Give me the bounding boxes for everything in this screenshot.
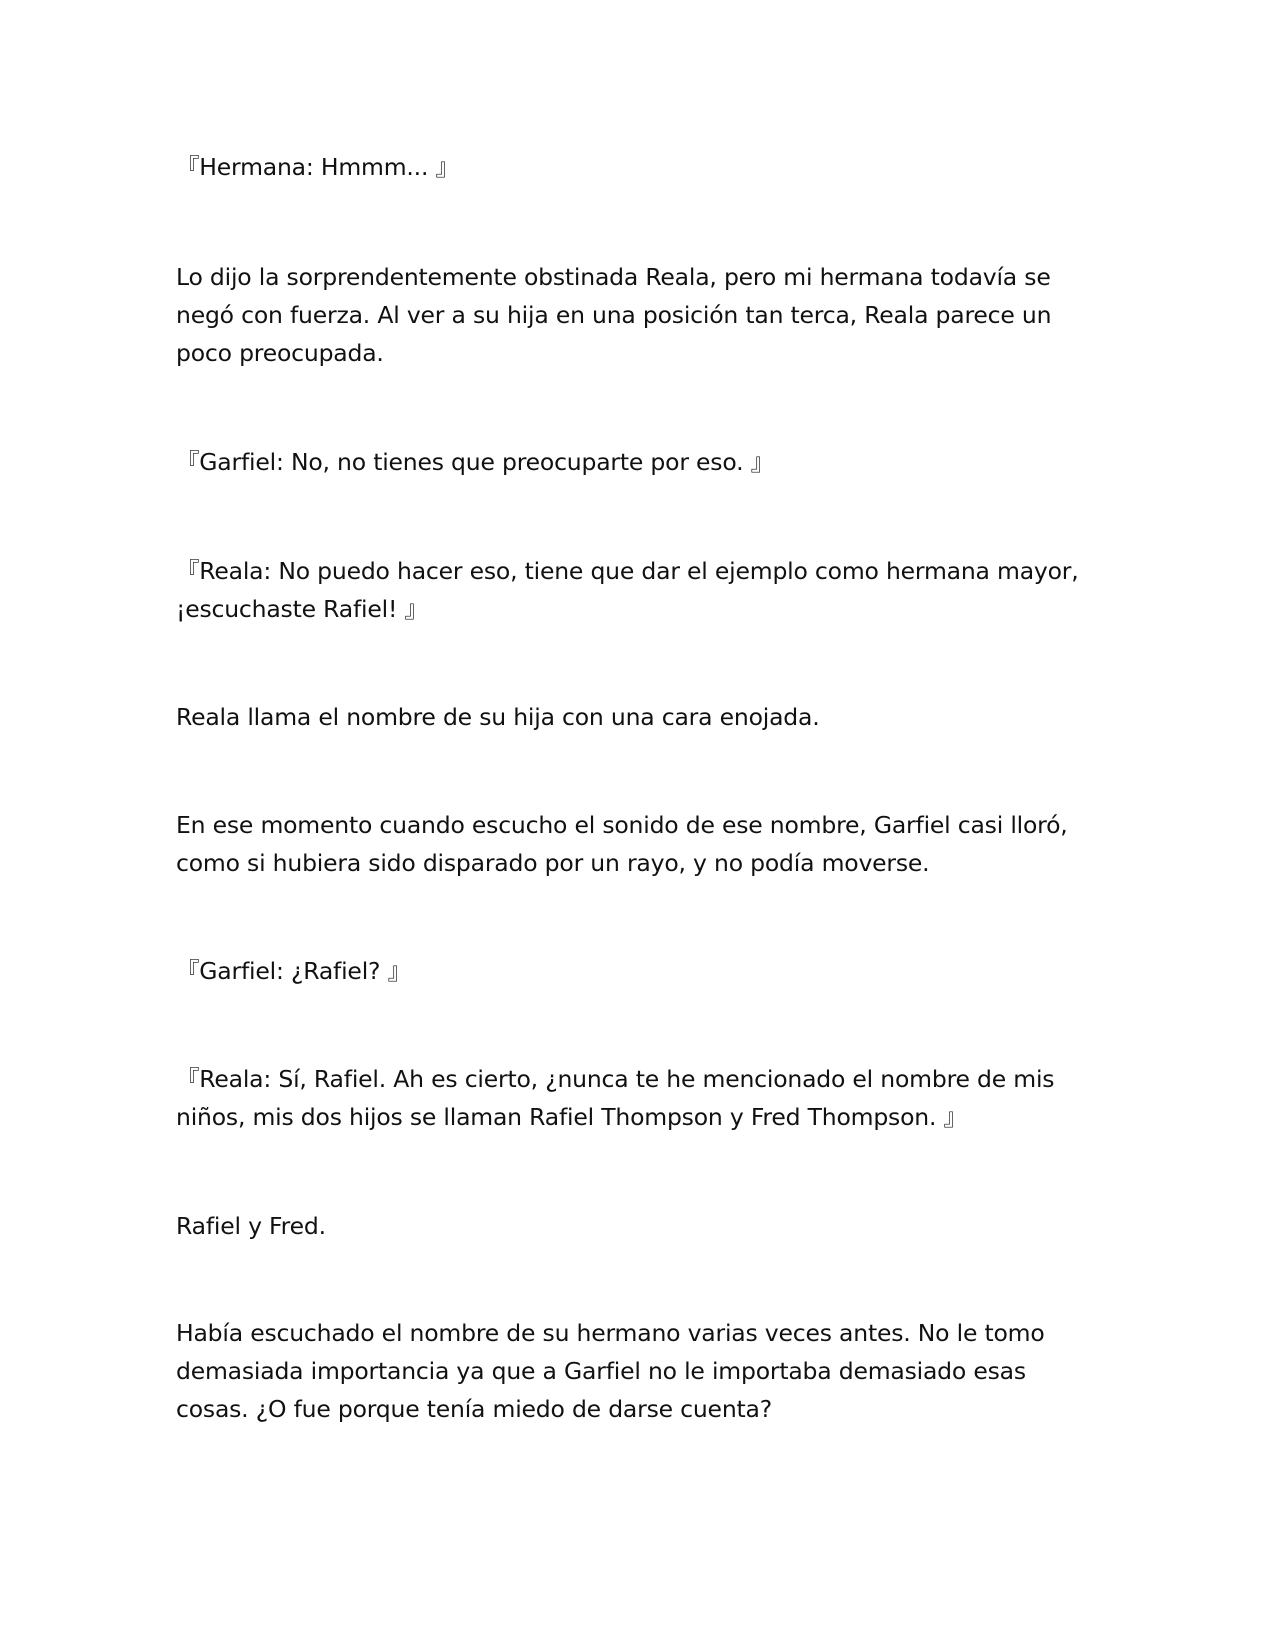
narration-paragraph-4: Rafiel y Fred. [176, 1212, 326, 1240]
dialogue-hermana: 『Hermana: Hmmm... 』 [176, 153, 459, 181]
narration-paragraph-3: En ese momento cuando escucho el sonido de ese nombre, Garfiel casi lloró, como si hubiera sido disparado por un rayo, y no podía moverse. [176, 811, 1075, 877]
dialogue-reala-1: 『Reala: No puedo hacer eso, tiene que dar el ejemplo como hermana mayor, ¡escuchaste Rafiel! 』 [176, 557, 1086, 623]
dialogue-garfiel-1: 『Garfiel: No, no tienes que preocuparte por eso. 』 [176, 448, 774, 476]
narration-paragraph-5: Había escuchado el nombre de su hermano varias veces antes. No le tomo demasiada importancia ya que a Garfiel no le importaba demasiado esas cosas. ¿O fue porque tenía miedo de darse cuenta? [176, 1319, 1052, 1423]
narration-paragraph-2: Reala llama el nombre de su hija con una cara enojada. [176, 703, 820, 731]
dialogue-reala-2: 『Reala: Sí, Rafiel. Ah es cierto, ¿nunca te he mencionado el nombre de mis niños, mis dos hijos se llaman Rafiel Thompson y Fred Thompson. 』 [176, 1065, 1062, 1131]
dialogue-garfiel-2: 『Garfiel: ¿Rafiel? 』 [176, 957, 411, 985]
narration-paragraph-1: Lo dijo la sorprendentemente obstinada Reala, pero mi hermana todavía se negó con fuerza. Al ver a su hija en una posición tan terca, Reala parece un poco preocupada. [176, 263, 1059, 367]
